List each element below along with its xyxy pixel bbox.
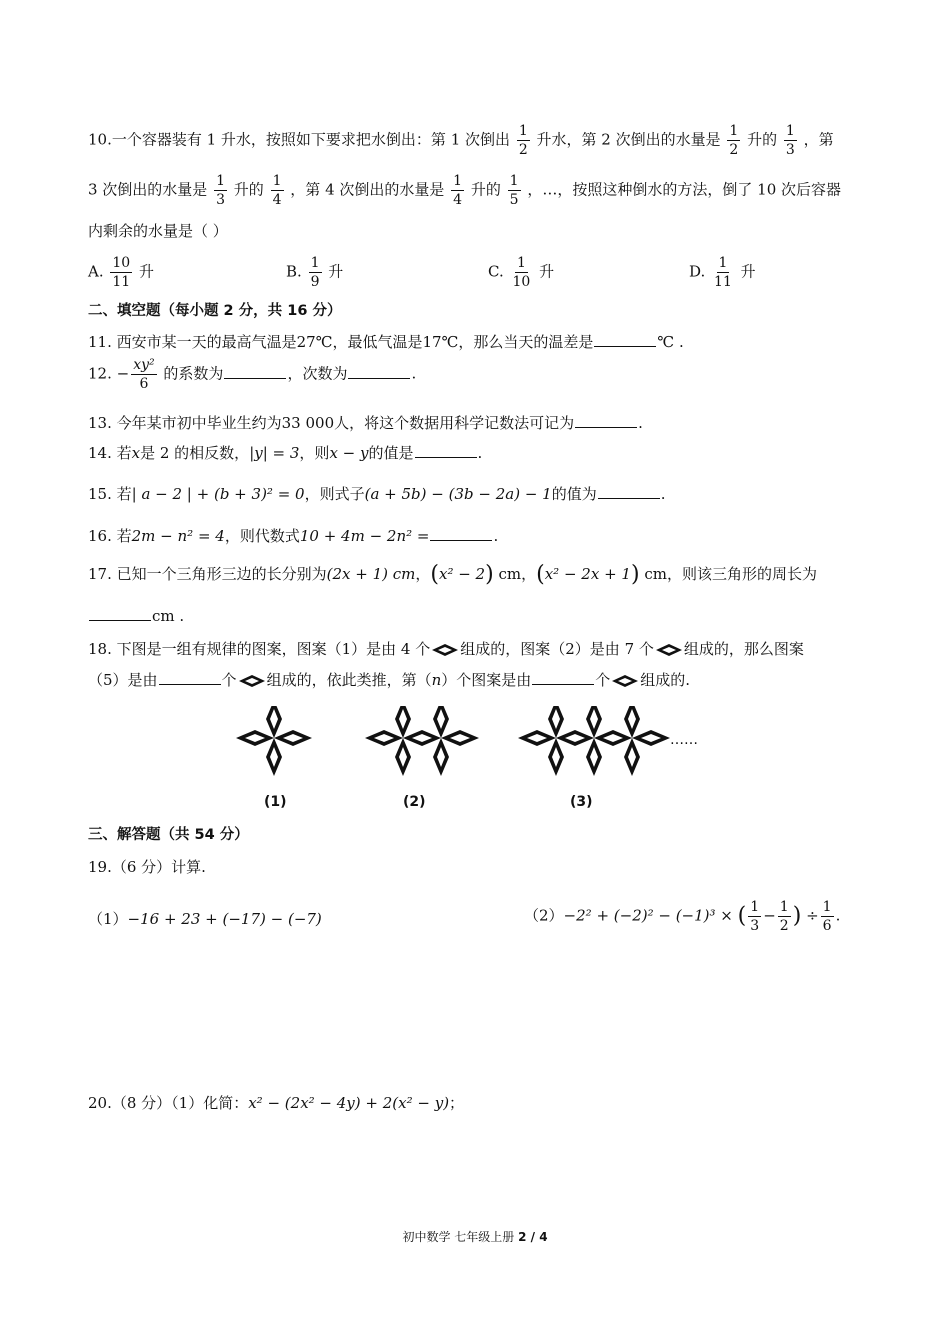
diamond-icon [655, 643, 683, 657]
option-d[interactable]: D. $\frac{1}{11}$ 升 [689, 255, 756, 290]
figure-label-2: (2) [403, 794, 426, 810]
q13: 13. 今年某市初中毕业生约为33 000人，将这个数据用科学记数法可记为 . [88, 414, 643, 432]
section-heading-fill-in: 二、填空题（每小题 2 分，共 16 分） [88, 303, 342, 319]
answer-blank[interactable] [89, 606, 151, 621]
pattern-1 [236, 706, 312, 776]
fraction-1-4: $\frac{1}{4}$ [453, 173, 463, 208]
q19-part2: （2）−2² + (−2)² − (−1)³ × ( $\frac{1}{3}$ − $\frac{1}{2}$ ) ÷ $\frac{1}{6}$ . [524, 899, 841, 934]
fraction-1-5: $\frac{1}{5}$ [509, 173, 519, 208]
figure-label-3: (3) [570, 794, 593, 810]
q10-text: ，第 4 次倒出的水量是 [290, 180, 445, 199]
answer-blank[interactable] [430, 526, 492, 541]
fraction-1-2: $\frac{1}{2}$ [518, 123, 528, 158]
option-a[interactable]: A. $\frac{10}{11}$ 升 [88, 255, 155, 290]
q10-line2 [88, 174, 870, 207]
q20: 20.（8 分）（1）化简：x² − (2x² − 4y) + 2(x² − y)； [88, 1094, 465, 1112]
fraction-1-3: $\frac{1}{3}$ [785, 123, 795, 158]
q18-line2: （5）是由 个 组成的，依此类推，第（n）个图案是由 个 组成的. [88, 671, 691, 689]
answer-blank[interactable] [532, 670, 594, 685]
q10-options [88, 256, 870, 296]
page-footer: 初中数学 七年级上册 2 / 4 [402, 1230, 548, 1244]
section-heading-solve: 三、解答题（共 54 分） [88, 827, 249, 843]
q10-text: 10.一个容器装有 1 升水，按照如下要求把水倒出：第 1 次倒出 [88, 130, 511, 149]
q10-text: ，第 [803, 130, 834, 149]
answer-blank[interactable] [348, 364, 410, 379]
q10-text: 内剩余的水量是（ ） [88, 222, 228, 240]
figure-label-1: (1) [264, 794, 287, 810]
diamond-icon [238, 674, 266, 688]
q11: 11. 西安市某一天的最高气温是27℃，最低气温是17℃，那么当天的温差是 ℃ . [88, 333, 684, 351]
q10-text: ，…，按照这种倒水的方法，倒了 10 次后容器 [527, 180, 841, 199]
q15: 15. 若| a − 2 | + (b + 3)² = 0，则式子(a + 5b) − (3b − 2a) − 1的值为 . [88, 485, 666, 503]
q10-text: 升的 [233, 180, 264, 199]
answer-blank[interactable] [415, 443, 477, 458]
answer-blank[interactable] [594, 332, 656, 347]
q10-text: 3 次倒出的水量是 [88, 180, 208, 199]
answer-blank[interactable] [159, 670, 221, 685]
diamond-icon [431, 643, 459, 657]
page-number: 2 / 4 [518, 1230, 548, 1244]
q10-line1 [88, 124, 870, 157]
answer-blank[interactable] [598, 484, 660, 499]
option-c[interactable]: C. $\frac{1}{10}$ 升 [488, 255, 555, 290]
answer-blank[interactable] [224, 364, 286, 379]
fraction-1-2: $\frac{1}{2}$ [729, 123, 739, 158]
fraction-xy2-6: $\frac{\text{xy²}}{6}$ [133, 357, 155, 392]
q10-line3 [88, 218, 870, 244]
q16: 16. 若2m − n² = 4，则代数式10 + 4m − 2n² = . [88, 527, 499, 545]
q10-text: 升的 [747, 130, 778, 149]
fraction-1-4: $\frac{1}{4}$ [272, 173, 282, 208]
q12: 12. − $\frac{\text{xy²}}{6}$ 的系数为 ，次数为 . [88, 357, 417, 392]
option-b[interactable]: B. $\frac{1}{9}$ 升 [286, 255, 344, 290]
pattern-2 [365, 706, 479, 776]
q14: 14. 若x是 2 的相反数，|y| = 3，则x − y的值是 . [88, 444, 483, 462]
q10-text: 升的 [470, 180, 501, 199]
answer-blank[interactable] [575, 413, 637, 428]
ellipsis: …… [670, 732, 698, 748]
pattern-3 [518, 706, 670, 776]
pattern-figure [230, 706, 750, 816]
q17-line1: 17. 已知一个三角形三边的长分别为(2x + 1) cm，(x² − 2) cm，(x² − 2x + 1) cm，则该三角形的周长为 [88, 562, 817, 587]
q19-part1: （1）−16 + 23 + (−17) − (−7) [88, 910, 322, 928]
fraction-1-3: $\frac{1}{3}$ [216, 173, 226, 208]
q17-line2: cm . [88, 603, 870, 629]
diamond-icon [611, 674, 639, 688]
q18-line1: 18. 下图是一组有规律的图案，图案（1）是由 4 个 组成的，图案（2）是由 7 个 组成的，那么图案 [88, 640, 804, 658]
q19-title: 19.（6 分）计算. [88, 858, 206, 876]
q10-text: 升水，第 2 次倒出的水量是 [536, 130, 721, 149]
